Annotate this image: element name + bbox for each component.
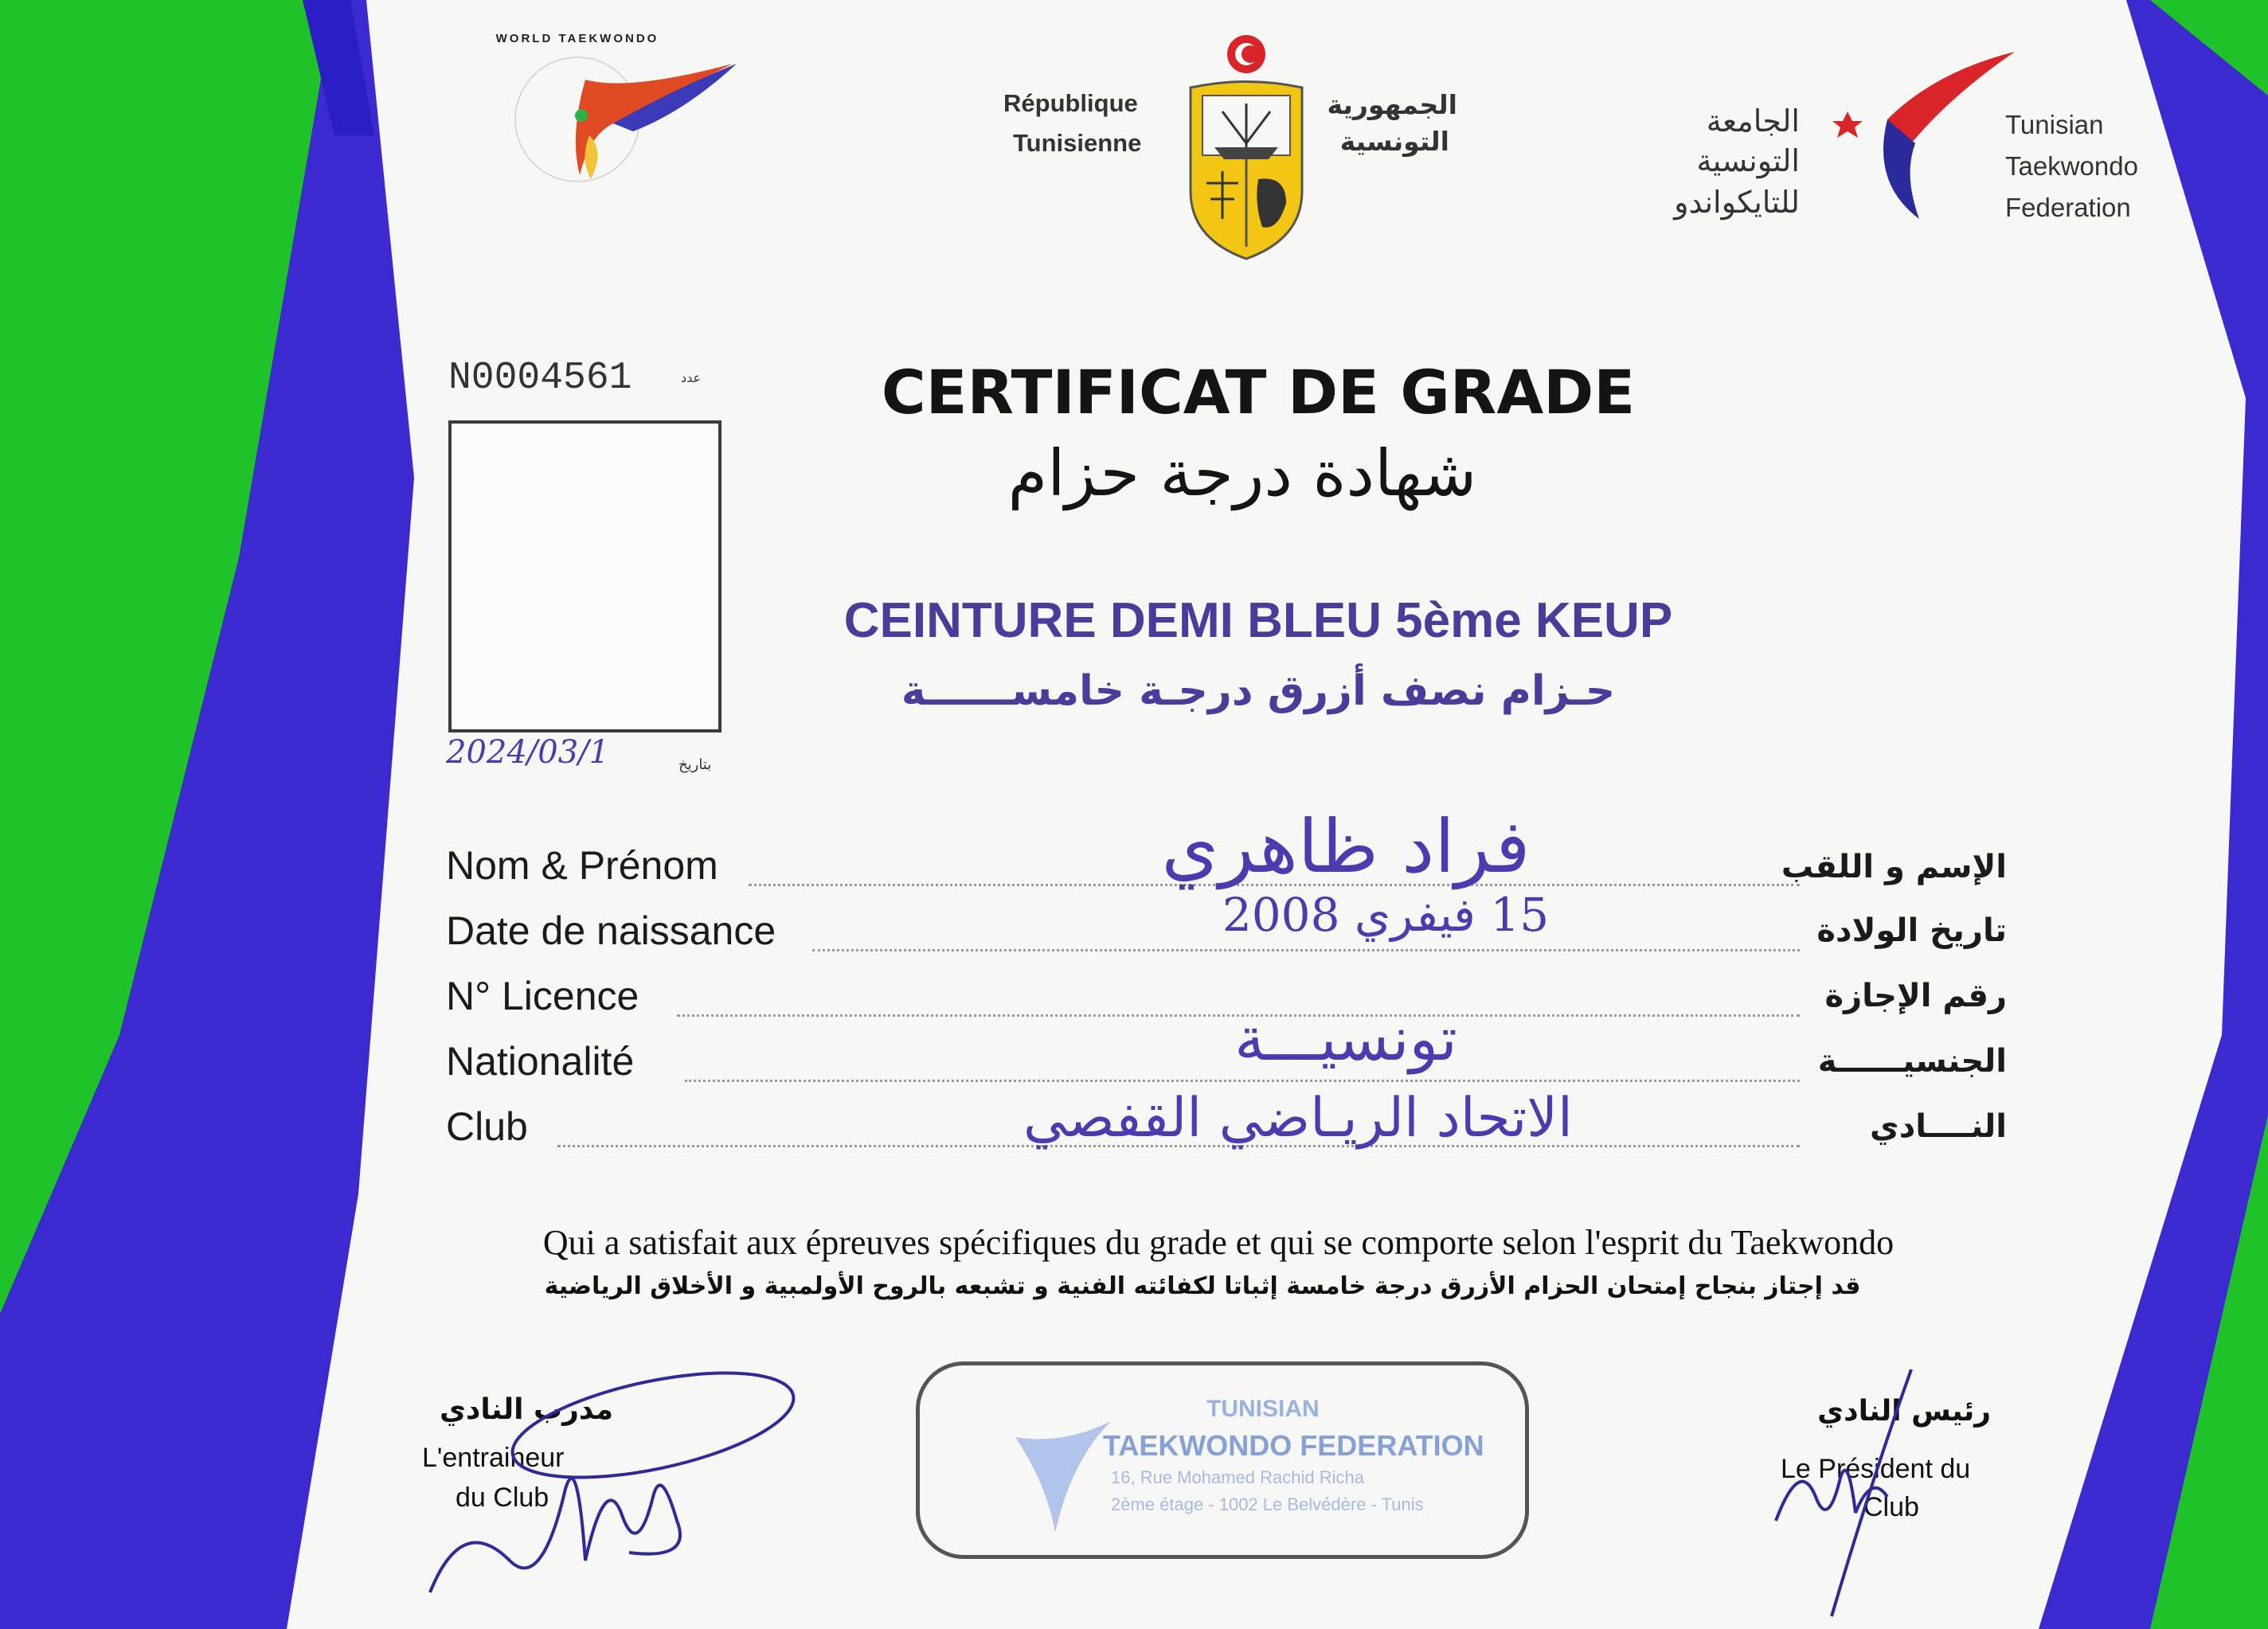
stamp-line1: TUNISIAN bbox=[1206, 1396, 1320, 1422]
field-label-licence: N° Licence bbox=[446, 974, 639, 1018]
certificate-date: 2024/03/1 bbox=[446, 734, 610, 771]
federation-en-line1: Tunisian bbox=[2005, 110, 2104, 139]
coach-signature bbox=[414, 1354, 812, 1608]
stamp-line2: TAEKWONDO FEDERATION bbox=[1103, 1429, 1484, 1462]
president-label-fr-line2: Club bbox=[1863, 1492, 1919, 1522]
field-label-nationality: Nationalité bbox=[446, 1039, 635, 1084]
field-value-club: الاتحاد الريـاضي القفصي bbox=[1023, 1087, 1573, 1150]
date-label-ar: بتاريخ bbox=[678, 756, 712, 773]
field-value-name: فراد ظاهري bbox=[1161, 804, 1531, 889]
field-label-club: Club bbox=[446, 1104, 528, 1149]
president-signature bbox=[1752, 1361, 1943, 1629]
federation-stamp bbox=[916, 1361, 1529, 1559]
certificate-title-ar: شهادة درجة حزام bbox=[1007, 436, 1477, 510]
field-label-licence-ar: رقم الإجازة bbox=[1824, 978, 2007, 1014]
field-value-nationality: تونسيـــة bbox=[1234, 1003, 1457, 1074]
grade-title-ar: حـزام نصف أزرق درجـة خامســــــة bbox=[901, 667, 1616, 715]
federation-en-line3: Federation bbox=[2005, 193, 2131, 222]
ttf-logo bbox=[1816, 48, 2023, 231]
republic-ar-line2: التونسية bbox=[1339, 126, 1449, 157]
stamp-line3: 16, Rue Mohamed Rachid Richa bbox=[1111, 1467, 1364, 1487]
world-taekwondo-logo bbox=[494, 32, 749, 199]
coach-label-fr-line2: du Club bbox=[456, 1483, 549, 1513]
republic-fr-line2: Tunisienne bbox=[1013, 129, 1142, 157]
field-label-nationality-ar: الجنسيــــــة bbox=[1817, 1043, 2007, 1080]
coach-label-ar: مدرب النادي bbox=[439, 1393, 613, 1426]
stamp-line4: 2ème étage - 1002 Le Belvédère - Tunis bbox=[1111, 1494, 1424, 1514]
field-label-birthdate-ar: تاريخ الولادة bbox=[1816, 912, 2007, 949]
stamp-logo bbox=[1007, 1413, 1119, 1541]
photo-placeholder bbox=[448, 420, 721, 732]
tunisia-coat-of-arms bbox=[1175, 32, 1318, 263]
number-label-ar: عدد bbox=[681, 370, 702, 385]
republic-fr-line1: République bbox=[1003, 89, 1138, 117]
federation-en-line2: Taekwondo bbox=[2005, 151, 2138, 181]
republic-ar-line1: الجمهورية bbox=[1327, 89, 1457, 120]
dotted-line bbox=[685, 1080, 1800, 1082]
grade-title: CEINTURE DEMI BLEU 5ème KEUP bbox=[843, 593, 1673, 648]
president-label-fr-line1: Le Président du bbox=[1781, 1454, 1971, 1484]
certificate-number: N0004561 bbox=[448, 357, 632, 400]
coach-label-fr-line1: L'entraineur bbox=[422, 1443, 565, 1473]
president-label-ar: رئيس النادي bbox=[1817, 1395, 1991, 1428]
statement-ar: قد إجتاز بنجاح إمتحان الحزام الأزرق درجة خامسة إثباتا لكفائته الفنية و تشبعه بالروح الأولمبية و الأخلاق الرياضية bbox=[544, 1272, 1861, 1300]
certificate-title: CERTIFICAT DE GRADE bbox=[881, 357, 1636, 428]
federation-ar-line3: للتايكواندو bbox=[1674, 185, 1800, 220]
field-value-birthdate: 15 فيفري 2008 bbox=[1222, 888, 1550, 942]
federation-ar-line2: التونسية bbox=[1696, 143, 1800, 178]
field-label-club-ar: النــــادي bbox=[1870, 1108, 2007, 1145]
field-label-name: Nom & Prénom bbox=[446, 843, 718, 888]
federation-ar-line1: الجامعة bbox=[1706, 104, 1800, 139]
dotted-line bbox=[812, 949, 1800, 951]
wt-ring-text: WORLD TAEKWONDO bbox=[495, 32, 659, 45]
statement-fr: Qui a satisfait aux épreuves spécifiques du grade et qui se comporte selon l'esprit du Taekwondo bbox=[542, 1223, 1895, 1262]
field-label-name-ar: الإسم و اللقب bbox=[1781, 849, 2007, 885]
field-label-birthdate: Date de naissance bbox=[446, 908, 776, 953]
